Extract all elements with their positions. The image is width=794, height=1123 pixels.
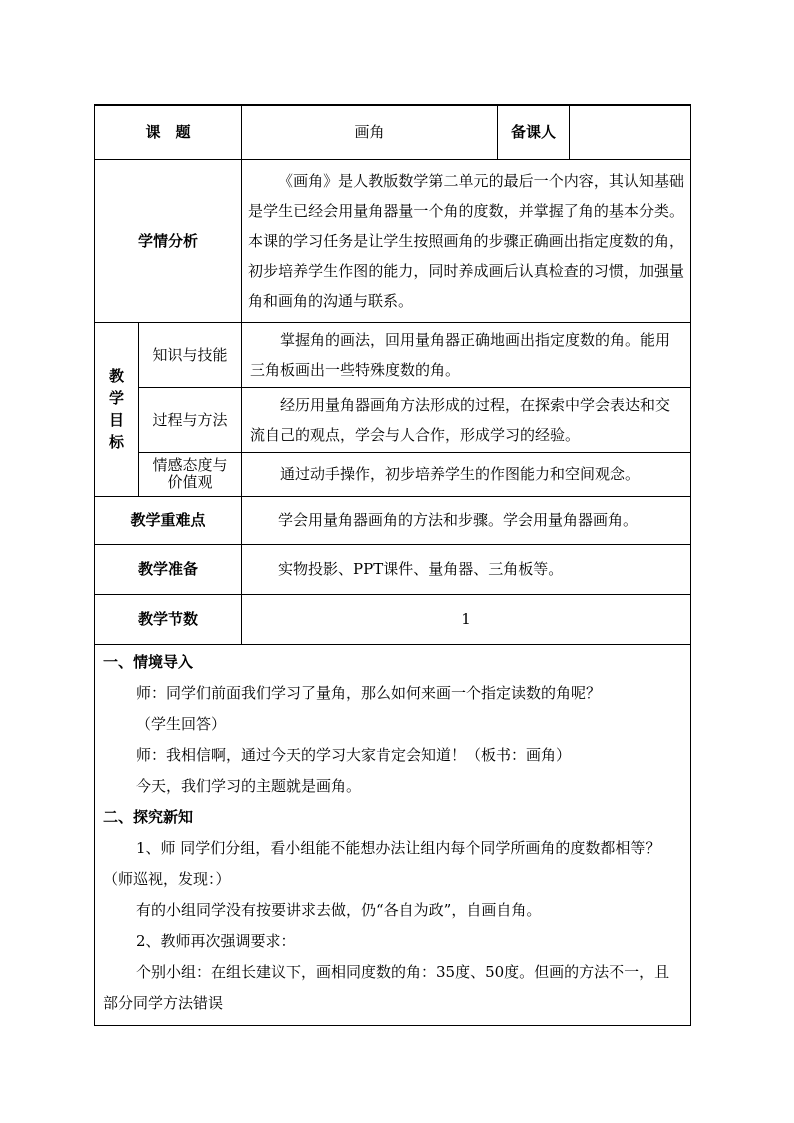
- section2-para: 2、教师再次强调要求：: [136, 931, 296, 950]
- section2-title: 二、探究新知: [103, 807, 194, 826]
- preparer-label: 备课人: [498, 105, 570, 159]
- section1-title: 一、情境导入: [103, 652, 194, 671]
- analysis-text: 《画角》是人教版数学第二单元的最后一个内容，其认知基础是学生已经会用量角器量一个角的度数，并掌握了角的基本分类。本课的学习任务是让学生按照画角的步骤正确画出指定度数的角，初步培养学生作图的能力，同时养成画后认真检查的习惯，加强量角和画角的沟通与联系。: [242, 159, 691, 322]
- objective-text-attitude: 通过动手操作，初步培养学生的作图能力和空间观念。: [242, 452, 691, 496]
- section2-para: 有的小组同学没有按要讲求去做，仍“各自为政”，自画自角。: [136, 900, 542, 919]
- preparation-label: 教学准备: [95, 544, 242, 594]
- objectives-label-char: 学: [108, 389, 124, 407]
- analysis-label: 学情分析: [95, 159, 242, 322]
- section1-para: 师：我相信啊，通过今天的学习大家肯定会知道！（板书：画角）: [136, 745, 572, 764]
- key-points-label: 教学重难点: [95, 496, 242, 544]
- preparation-text: 实物投影、PPT课件、量角器、三角板等。: [242, 544, 691, 594]
- preparer-value: [570, 105, 691, 159]
- objective-name-attitude-line1: 情感态度与: [152, 456, 228, 474]
- teaching-process: [95, 644, 691, 1025]
- objective-name-attitude: [139, 452, 242, 496]
- section1-para: 师：同学们前面我们学习了量角，那么如何来画一个指定读数的角呢？: [136, 683, 602, 702]
- objective-text-knowledge: 掌握角的画法，回用量角器正确地画出指定度数的角。能用三角板画出一些特殊度数的角。: [242, 322, 691, 387]
- objective-name-process: 过程与方法: [139, 387, 242, 452]
- key-points-text: 学会用量角器画角的方法和步骤。学会用量角器画角。: [242, 496, 691, 544]
- topic-label: 课 题: [95, 105, 242, 159]
- objectives-label-char: 教: [108, 367, 124, 385]
- section1-para: （学生回答）: [136, 714, 227, 733]
- objectives-label-char: 目: [108, 411, 124, 429]
- periods-value: 1: [242, 594, 691, 644]
- topic-value: 画角: [242, 105, 498, 159]
- section2-para: 个别小组：在组长建议下，画相同度数的角：35度、50度。但画的方法不一，且部分同学方法错误: [103, 962, 670, 1012]
- periods-label: 教学节数: [95, 594, 242, 644]
- section1-para: 今天，我们学习的主题就是画角。: [136, 776, 362, 795]
- lesson-plan-table: [94, 104, 691, 1026]
- objective-name-knowledge: 知识与技能: [139, 322, 242, 387]
- objective-text-process: 经历用量角器画角方法形成的过程，在探索中学会表达和交流自己的观点，学会与人合作，形成学习的经验。: [242, 387, 691, 452]
- objectives-label: [95, 322, 139, 496]
- objective-name-attitude-line2: 价值观: [167, 473, 213, 491]
- section2-para: 1、师 同学们分组，看小组能不能想办法让组内每个同学所画角的度数都相等？（师巡视，发现：）: [103, 838, 661, 888]
- objectives-label-char: 标: [108, 433, 124, 451]
